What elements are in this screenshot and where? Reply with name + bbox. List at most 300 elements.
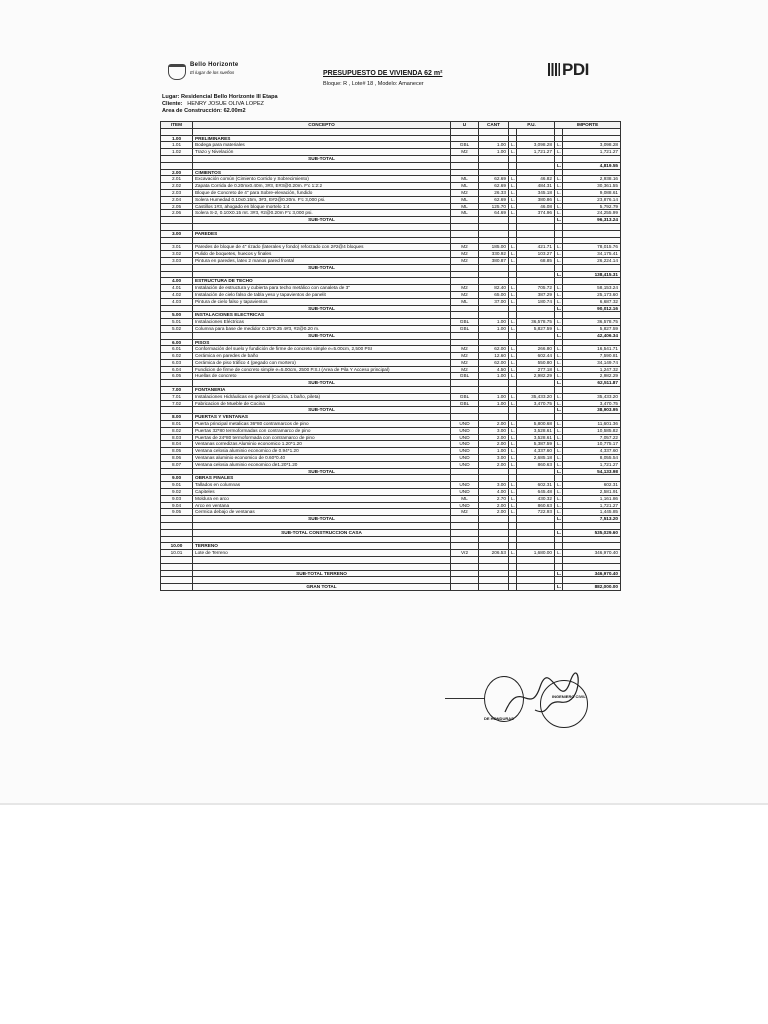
empty-cell: [479, 563, 509, 570]
empty-cell: [451, 312, 479, 319]
item-quantity: 3.00: [479, 427, 509, 434]
empty-cell: [479, 570, 509, 577]
empty-cell: [509, 162, 517, 169]
subtotal-label: SUB-TOTAL: [193, 407, 451, 414]
table-row: [161, 189, 621, 196]
table-row: [161, 359, 621, 366]
item-unit-price: 103.27: [517, 251, 555, 258]
empty-cell: [451, 563, 479, 570]
empty-cell: [517, 230, 555, 237]
empty-cell: [451, 414, 479, 421]
empty-cell: [563, 577, 621, 584]
item-concept: Paredes de bloque de 4" rizado (laterales y fondo) reforzado con 2#2@4 bloques: [193, 244, 451, 251]
item-concept: Bodega para materiales: [193, 142, 451, 149]
table-row: [161, 502, 621, 509]
item-concept: Fabricacion de Mueble de Cocina: [193, 400, 451, 407]
section-title: ESTRUCTURA DE TECHO: [193, 278, 451, 285]
item-unit: ML: [451, 298, 479, 305]
table-row: [161, 400, 621, 407]
empty-cell: [509, 128, 517, 135]
empty-cell: [479, 217, 509, 224]
subtotal-label: SUB-TOTAL: [193, 332, 451, 339]
item-unit: ML: [451, 495, 479, 502]
section-title: CIMIENTOS: [193, 169, 451, 176]
empty-cell: [509, 339, 517, 346]
empty-cell: [451, 332, 479, 339]
empty-cell: [479, 387, 509, 394]
company-logo: [168, 62, 258, 84]
item-unit: GBL: [451, 319, 479, 326]
item-concept: Pintura de cielo falso y tapavientos: [193, 298, 451, 305]
table-row: [161, 495, 621, 502]
item-unit-price: 602.31: [517, 482, 555, 489]
subtotal-amount: 90,012.16: [563, 305, 621, 312]
brand-bars-icon: [548, 63, 560, 76]
empty-cell: [161, 523, 193, 530]
item-concept: Trazo y Nivelación: [193, 149, 451, 156]
empty-cell: [161, 223, 193, 230]
empty-cell: [479, 584, 509, 591]
empty-cell: [193, 523, 451, 530]
item-code: 6.02: [161, 353, 193, 360]
empty-cell: [517, 557, 555, 564]
unit-price-currency: L.: [509, 298, 517, 305]
item-amount: 16,541.71: [563, 346, 621, 353]
item-unit-price: 5,387.59: [517, 441, 555, 448]
grand-subtotal-label: GRAN TOTAL: [193, 584, 451, 591]
empty-cell: [451, 169, 479, 176]
unit-price-currency: L.: [509, 434, 517, 441]
amount-currency: L.: [555, 441, 563, 448]
logo-name: Bello Horizonte: [190, 62, 239, 68]
blank-row: [161, 536, 621, 543]
empty-cell: [479, 278, 509, 285]
empty-cell: [555, 536, 563, 543]
grand-subtotal-currency: L.: [555, 570, 563, 577]
empty-cell: [517, 475, 555, 482]
empty-cell: [555, 387, 563, 394]
signature-line: [445, 698, 485, 699]
empty-cell: [479, 407, 509, 414]
header-cant: CANT: [479, 122, 509, 129]
amount-currency: L.: [555, 210, 563, 217]
item-concept: Moldura en arco: [193, 495, 451, 502]
empty-cell: [563, 543, 621, 550]
empty-cell: [555, 577, 563, 584]
subtotal-row: [161, 468, 621, 475]
table-row: [161, 285, 621, 292]
item-quantity: 82.40: [479, 285, 509, 292]
unit-price-currency: L.: [509, 189, 517, 196]
document-subtitle: Bloque: R , Lote# 18 , Modelo: Amanecer: [323, 81, 424, 87]
empty-cell: [563, 169, 621, 176]
item-code: 2.05: [161, 203, 193, 210]
item-unit-price: 2,982.29: [517, 373, 555, 380]
empty-cell: [193, 162, 451, 169]
item-concept: Ventanas corredizas Aluminio economico 1.20*1.20: [193, 441, 451, 448]
unit-price-currency: L.: [509, 461, 517, 468]
item-amount: 4,337.60: [563, 448, 621, 455]
empty-cell: [161, 128, 193, 135]
item-unit: M2: [451, 189, 479, 196]
empty-cell: [517, 312, 555, 319]
subtotal-label: SUB-TOTAL: [193, 155, 451, 162]
item-unit: M2: [451, 346, 479, 353]
section-row: [161, 169, 621, 176]
empty-cell: [509, 264, 517, 271]
item-amount: 78,015.76: [563, 244, 621, 251]
empty-cell: [517, 577, 555, 584]
item-code: 2.06: [161, 210, 193, 217]
amount-currency: L.: [555, 291, 563, 298]
unit-price-currency: L.: [509, 482, 517, 489]
item-code: 10.01: [161, 550, 193, 557]
empty-cell: [509, 135, 517, 142]
item-code: 8.05: [161, 448, 193, 455]
item-quantity: 62.69: [479, 176, 509, 183]
empty-cell: [509, 387, 517, 394]
unit-price-currency: L.: [509, 427, 517, 434]
info-area: [162, 108, 246, 114]
item-code: 1.02: [161, 149, 193, 156]
empty-cell: [161, 563, 193, 570]
item-concept: Conformación del suelo y fundición de firme de concreto simple e=5.00cm, 2,500 PSI: [193, 346, 451, 353]
section-total-amount: 4,819.55: [563, 162, 621, 169]
item-amount: 5,792.79: [563, 203, 621, 210]
empty-cell: [451, 543, 479, 550]
item-unit: UND: [451, 461, 479, 468]
empty-cell: [451, 380, 479, 387]
section-title: PAREDES: [193, 230, 451, 237]
empty-cell: [517, 217, 555, 224]
empty-cell: [517, 223, 555, 230]
empty-cell: [517, 305, 555, 312]
item-concept: Lote de Terreno: [193, 550, 451, 557]
empty-cell: [509, 217, 517, 224]
table-row: [161, 353, 621, 360]
unit-price-currency: L.: [509, 441, 517, 448]
empty-cell: [509, 407, 517, 414]
amount-currency: L.: [555, 366, 563, 373]
item-unit-price: 46.08: [517, 203, 555, 210]
item-amount: 7,590.81: [563, 353, 621, 360]
item-code: 3.01: [161, 244, 193, 251]
item-unit-price: 602.44: [517, 353, 555, 360]
empty-cell: [517, 529, 555, 536]
empty-cell: [563, 264, 621, 271]
empty-cell: [517, 135, 555, 142]
item-unit-price: 4,337.60: [517, 448, 555, 455]
section-row: [161, 135, 621, 142]
empty-cell: [517, 536, 555, 543]
item-code: 1.01: [161, 142, 193, 149]
amount-currency: L.: [555, 373, 563, 380]
subtotal-currency: L.: [555, 217, 563, 224]
empty-cell: [451, 128, 479, 135]
amount-currency: L.: [555, 298, 563, 305]
blank-row: [161, 557, 621, 564]
item-unit: M2: [451, 366, 479, 373]
grand-subtotal-currency: L.: [555, 584, 563, 591]
item-code: 4.00: [161, 278, 193, 285]
item-concept: Capiteles: [193, 489, 451, 496]
item-amount: 11,601.36: [563, 421, 621, 428]
empty-cell: [451, 577, 479, 584]
item-unit: M2: [451, 257, 479, 264]
section-title: OBRAS FINALES: [193, 475, 451, 482]
cliente-value: HENRY JOSUE OLIVA LOPEZ: [187, 101, 264, 107]
amount-currency: L.: [555, 482, 563, 489]
section-total-row: [161, 162, 621, 169]
empty-cell: [479, 332, 509, 339]
logo-icon: [168, 64, 186, 80]
empty-cell: [555, 230, 563, 237]
item-unit: ML: [451, 196, 479, 203]
unit-price-currency: L.: [509, 176, 517, 183]
blank-row: [161, 237, 621, 244]
subtotal-amount: 38,903.95: [563, 407, 621, 414]
amount-currency: L.: [555, 502, 563, 509]
item-concept: Ventanas aluminio economico de 0.60*0.40: [193, 455, 451, 462]
item-concept: Huellas de concreto: [193, 373, 451, 380]
empty-cell: [509, 155, 517, 162]
item-concept: Tallados en columnas: [193, 482, 451, 489]
unit-price-currency: L.: [509, 400, 517, 407]
table-row: [161, 298, 621, 305]
table-row: [161, 257, 621, 264]
empty-cell: [479, 516, 509, 523]
table-row: [161, 142, 621, 149]
item-unit: GBL: [451, 142, 479, 149]
empty-cell: [193, 237, 451, 244]
empty-cell: [509, 169, 517, 176]
unit-price-currency: L.: [509, 366, 517, 373]
item-code: 5.00: [161, 312, 193, 319]
empty-cell: [451, 162, 479, 169]
table-row: [161, 251, 621, 258]
item-amount: 7,057.22: [563, 434, 621, 441]
empty-cell: [517, 332, 555, 339]
item-code: 7.00: [161, 387, 193, 394]
item-code: 7.01: [161, 393, 193, 400]
cliente-label: Cliente:: [162, 101, 183, 107]
empty-cell: [479, 380, 509, 387]
empty-cell: [555, 312, 563, 319]
empty-cell: [563, 278, 621, 285]
item-code: 9.00: [161, 475, 193, 482]
item-unit-price: 860.63: [517, 461, 555, 468]
empty-cell: [555, 278, 563, 285]
stamp-1-text: DE HONDURAS: [484, 716, 514, 721]
unit-price-currency: L.: [509, 196, 517, 203]
empty-cell: [193, 128, 451, 135]
item-code: 6.03: [161, 359, 193, 366]
empty-cell: [193, 271, 451, 278]
item-quantity: 1.00: [479, 400, 509, 407]
empty-cell: [509, 468, 517, 475]
amount-currency: L.: [555, 400, 563, 407]
empty-cell: [451, 536, 479, 543]
item-unit: ML: [451, 203, 479, 210]
unit-price-currency: L.: [509, 244, 517, 251]
empty-cell: [509, 563, 517, 570]
table-row: [161, 366, 621, 373]
empty-cell: [479, 577, 509, 584]
item-amount: 1,445.85: [563, 509, 621, 516]
subtotal-row: [161, 217, 621, 224]
item-quantity: 2.00: [479, 421, 509, 428]
grand-subtotal-amount: 535,029.60: [563, 529, 621, 536]
amount-currency: L.: [555, 251, 563, 258]
section-title: INSTALACIONES ELECTRICAS: [193, 312, 451, 319]
empty-cell: [517, 380, 555, 387]
empty-cell: [479, 155, 509, 162]
section-title: TERRENO: [193, 543, 451, 550]
blank-row: [161, 523, 621, 530]
item-amount: 23,876.14: [563, 196, 621, 203]
item-unit: UND: [451, 482, 479, 489]
empty-cell: [555, 237, 563, 244]
amount-currency: L.: [555, 346, 563, 353]
item-concept: Cerámica de piso tráfico 4 (pegado con mortero): [193, 359, 451, 366]
empty-cell: [479, 543, 509, 550]
blank-row: [161, 577, 621, 584]
item-unit: ML: [451, 176, 479, 183]
empty-cell: [563, 523, 621, 530]
item-concept: Bloque de Concreto de 4" para Sobre-elevación, fundido: [193, 189, 451, 196]
empty-cell: [479, 162, 509, 169]
table-row: [161, 448, 621, 455]
item-unit: M2: [451, 251, 479, 258]
amount-currency: L.: [555, 550, 563, 557]
item-quantity: 26.33: [479, 189, 509, 196]
empty-cell: [509, 543, 517, 550]
table-row: [161, 373, 621, 380]
empty-cell: [509, 557, 517, 564]
area-label: Area de Construcción:: [162, 108, 222, 114]
amount-currency: L.: [555, 495, 563, 502]
empty-cell: [509, 570, 517, 577]
subtotal-currency: L.: [555, 380, 563, 387]
empty-cell: [161, 536, 193, 543]
item-amount: 36,578.75: [563, 319, 621, 326]
empty-cell: [161, 380, 193, 387]
empty-cell: [193, 536, 451, 543]
item-amount: 10,585.82: [563, 427, 621, 434]
table-row: [161, 149, 621, 156]
item-code: 9.01: [161, 482, 193, 489]
unit-price-currency: L.: [509, 183, 517, 190]
item-code: 9.05: [161, 509, 193, 516]
empty-cell: [193, 223, 451, 230]
item-amount: 2,581.91: [563, 489, 621, 496]
empty-cell: [479, 128, 509, 135]
empty-cell: [161, 468, 193, 475]
empty-cell: [479, 312, 509, 319]
item-code: 3.03: [161, 257, 193, 264]
empty-cell: [509, 523, 517, 530]
table-row: [161, 427, 621, 434]
subtotal-amount: 96,313.24: [563, 217, 621, 224]
empty-cell: [451, 135, 479, 142]
empty-cell: [563, 155, 621, 162]
unit-price-currency: L.: [509, 448, 517, 455]
item-unit: M2: [451, 285, 479, 292]
item-code: 2.02: [161, 183, 193, 190]
empty-cell: [517, 543, 555, 550]
unit-price-currency: L.: [509, 373, 517, 380]
section-title: FONTANERIA: [193, 387, 451, 394]
item-quantity: 330.92: [479, 251, 509, 258]
logo-tagline: El lugar de los sueños: [190, 70, 235, 75]
empty-cell: [555, 557, 563, 564]
info-cliente: [162, 101, 264, 107]
item-code: 3.00: [161, 230, 193, 237]
grand-subtotal-row: [161, 529, 621, 536]
header-importe: IMPORTE: [555, 122, 621, 129]
empty-cell: [161, 516, 193, 523]
item-amount: 1,721.27: [563, 149, 621, 156]
empty-cell: [451, 570, 479, 577]
subtotal-label: SUB-TOTAL: [193, 305, 451, 312]
empty-cell: [451, 475, 479, 482]
item-unit: UND: [451, 427, 479, 434]
grand-subtotal-label: SUB-TOTAL TERRENO: [193, 570, 451, 577]
subtotal-currency: L.: [555, 407, 563, 414]
item-quantity: 1.00: [479, 393, 509, 400]
grand-subtotal-amount: 882,000.00: [563, 584, 621, 591]
unit-price-currency: L.: [509, 550, 517, 557]
item-unit: ML: [451, 183, 479, 190]
empty-cell: [479, 557, 509, 564]
item-concept: Puertas 32*80 termoformadas con contramarco de pino: [193, 427, 451, 434]
section-title: PRELIMINARES: [193, 135, 451, 142]
amount-currency: L.: [555, 434, 563, 441]
item-unit: UND: [451, 489, 479, 496]
empty-cell: [555, 523, 563, 530]
item-quantity: 12.60: [479, 353, 509, 360]
item-code: 2.01: [161, 176, 193, 183]
item-unit-price: 35,433.20: [517, 393, 555, 400]
item-amount: 30,361.55: [563, 183, 621, 190]
item-unit-price: 421.71: [517, 244, 555, 251]
section-total-amount: 138,415.31: [563, 271, 621, 278]
item-unit-price: 1,680.00: [517, 550, 555, 557]
empty-cell: [479, 339, 509, 346]
empty-cell: [509, 516, 517, 523]
item-unit-price: 3,098.28: [517, 142, 555, 149]
empty-cell: [451, 407, 479, 414]
section-row: [161, 387, 621, 394]
amount-currency: L.: [555, 203, 563, 210]
item-quantity: 125.70: [479, 203, 509, 210]
subtotal-label: SUB-TOTAL: [193, 516, 451, 523]
amount-currency: L.: [555, 461, 563, 468]
item-amount: 35,433.20: [563, 393, 621, 400]
grand-subtotal-label: SUB-TOTAL CONSTRUCCION CASA: [193, 529, 451, 536]
empty-cell: [451, 264, 479, 271]
empty-cell: [563, 339, 621, 346]
lugar-label: Lugar:: [162, 94, 180, 100]
item-concept: Instalación de cielo falso de tabla yeso y tapavientos de panelit: [193, 291, 451, 298]
empty-cell: [509, 584, 517, 591]
item-unit: GBL: [451, 325, 479, 332]
item-amount: 9,088.61: [563, 189, 621, 196]
empty-cell: [161, 529, 193, 536]
empty-cell: [555, 339, 563, 346]
amount-currency: L.: [555, 285, 563, 292]
blank-row: [161, 128, 621, 135]
